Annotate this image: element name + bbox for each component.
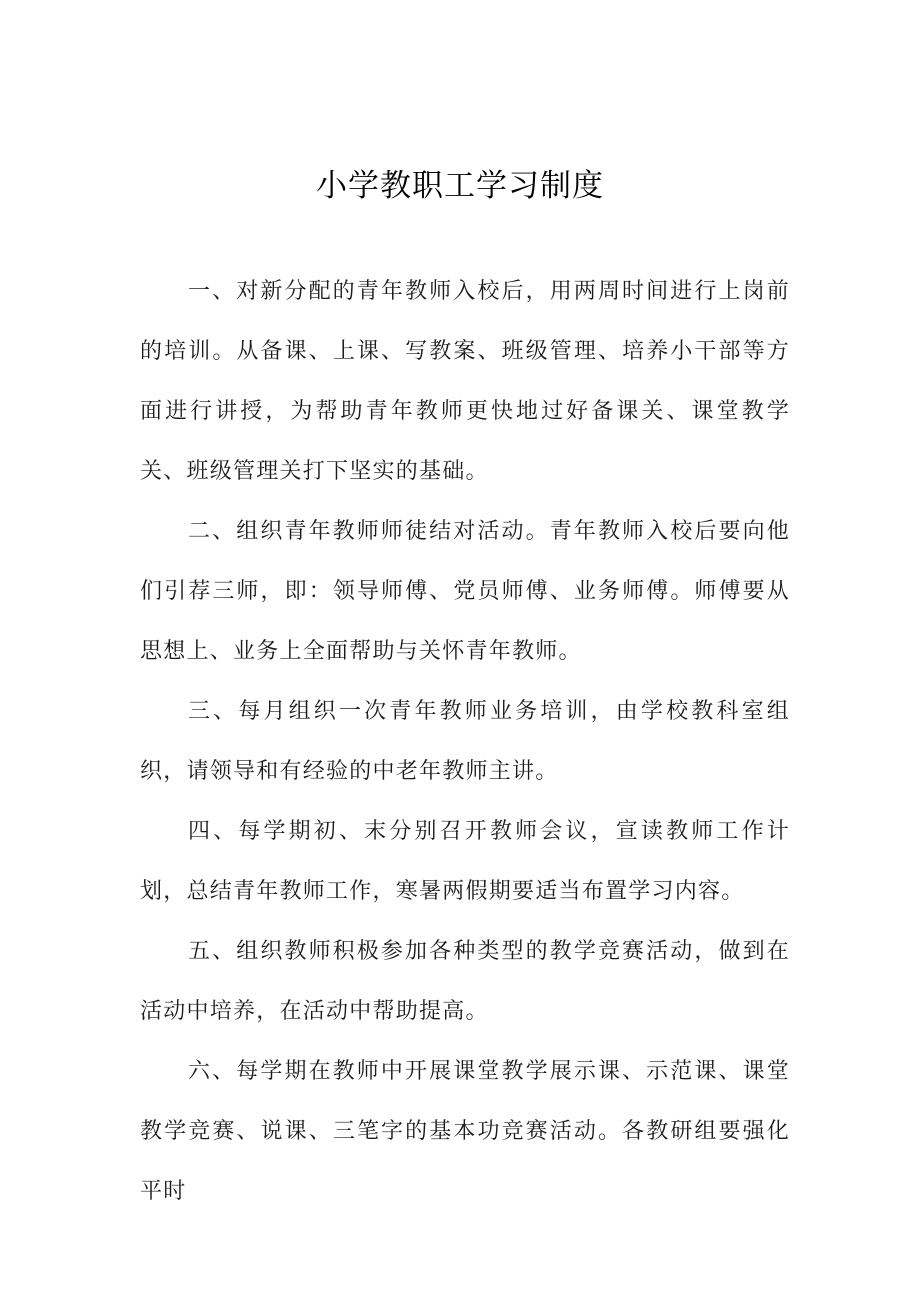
paragraph-4: 四、每学期初、末分别召开教师会议，宣读教师工作计划，总结青年教师工作，寒暑两假期要适当布置学习内容。 xyxy=(140,819,790,904)
document-body xyxy=(140,262,790,1222)
paragraph-5: 五、组织教师积极参加各种类型的教学竞赛活动，做到在活动中培养，在活动中帮助提高。 xyxy=(140,939,790,1024)
paragraph-3: 三、每月组织一次青年教师业务培训，由学校教科室组织，请领导和有经验的中老年教师主讲。 xyxy=(140,699,790,784)
paragraph-6: 六、每学期在教师中开展课堂教学展示课、示范课、课堂教学竞赛、说课、三笔字的基本功竞赛活动。各教研组要强化平时 xyxy=(140,1059,790,1204)
paragraph-1: 一、对新分配的青年教师入校后，用两周时间进行上岗前的培训。从备课、上课、写教案、班级管理、培养小干部等方面进行讲授，为帮助青年教师更快地过好备课关、课堂教学关、班级管理关打下坚实的基础。 xyxy=(140,279,790,484)
document-title: 小学教职工学习制度 xyxy=(316,168,604,204)
paragraph-2: 二、组织青年教师师徒结对活动。青年教师入校后要向他们引荐三师，即：领导师傅、党员师傅、业务师傅。师傅要从思想上、业务上全面帮助与关怀青年教师。 xyxy=(140,519,790,664)
